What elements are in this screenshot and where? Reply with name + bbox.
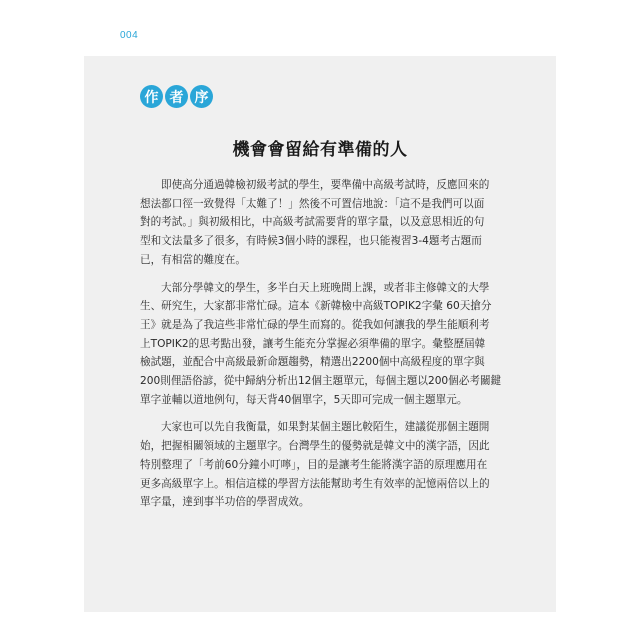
text-line: 王》就是為了我這些非常忙碌的學生而寫的。從我如何讓我的學生能順利考 [140, 318, 490, 331]
paragraph-1 [140, 176, 504, 270]
text-line: 更多高級單字上。相信這樣的學習方法能幫助考生有效率的記憶兩倍以上的 [140, 477, 490, 490]
text-line: 始，把握相關領域的主題單字。台灣學生的優勢就是韓文中的漢字語，因此 [140, 440, 490, 453]
text-line: 單字並輔以道地例句，每天背40個單字，5天即可完成一個主題單元。 [140, 393, 468, 406]
text-line: 特別整理了「考前60分鐘小叮嚀」，目的是讓考生能將漢字語的原理應用在 [140, 458, 488, 471]
preface-body [140, 176, 504, 521]
text-line: 大部分學韓文的學生，多半白天上班晚間上課，或者非主修韓文的大學 [161, 281, 490, 294]
text-line: 即使高分通過韓檢初級考試的學生，要準備中高級考試時，反應回來的 [161, 179, 490, 191]
paragraph-3 [140, 418, 504, 512]
page-number: 004 [120, 30, 139, 41]
text-line: 上TOPIK2的思考點出發，讓考生能充分掌握必須準備的單字。彙整歷屆韓 [140, 337, 486, 350]
preface-title: 機會會留給有準備的人 [232, 140, 408, 160]
content-panel [84, 56, 556, 612]
text-line: 單字量，達到事半功倍的學習成效。 [140, 496, 310, 509]
section-badge-char-1: 作 [140, 85, 163, 108]
section-badge-group [140, 85, 213, 108]
paragraph-2 [140, 279, 504, 410]
text-line: 生、研究生，大家都非常忙碌。這本《新韓檢中高級TOPIK2字彙 60天搶分 [140, 300, 492, 313]
text-line: 檢試題，並配合中高級最新命題趨勢，精選出2200個中高級程度的單字與 [140, 356, 485, 369]
text-line: 型和文法量多了很多，有時候3個小時的課程，也只能複習3-4題考古題而 [140, 235, 482, 248]
text-line: 已，有相當的難度在。 [140, 253, 246, 266]
section-badge-char-2: 者 [165, 85, 188, 108]
text-line: 對的考試。」與初級相比，中高級考試需要背的單字量，以及意思相近的句 [140, 216, 485, 229]
text-line: 大家也可以先自我衡量，如果對某個主題比較陌生，建議從那個主題開 [161, 421, 490, 434]
text-line: 想法都口徑一致覺得「太難了！」然後不可置信地說：「這不是我們可以面 [140, 197, 485, 210]
section-badge-char-3: 序 [190, 85, 213, 108]
text-line: 200則俚語俗諺，從中歸納分析出12個主題單元，每個主題以200個必考關鍵 [140, 375, 502, 388]
